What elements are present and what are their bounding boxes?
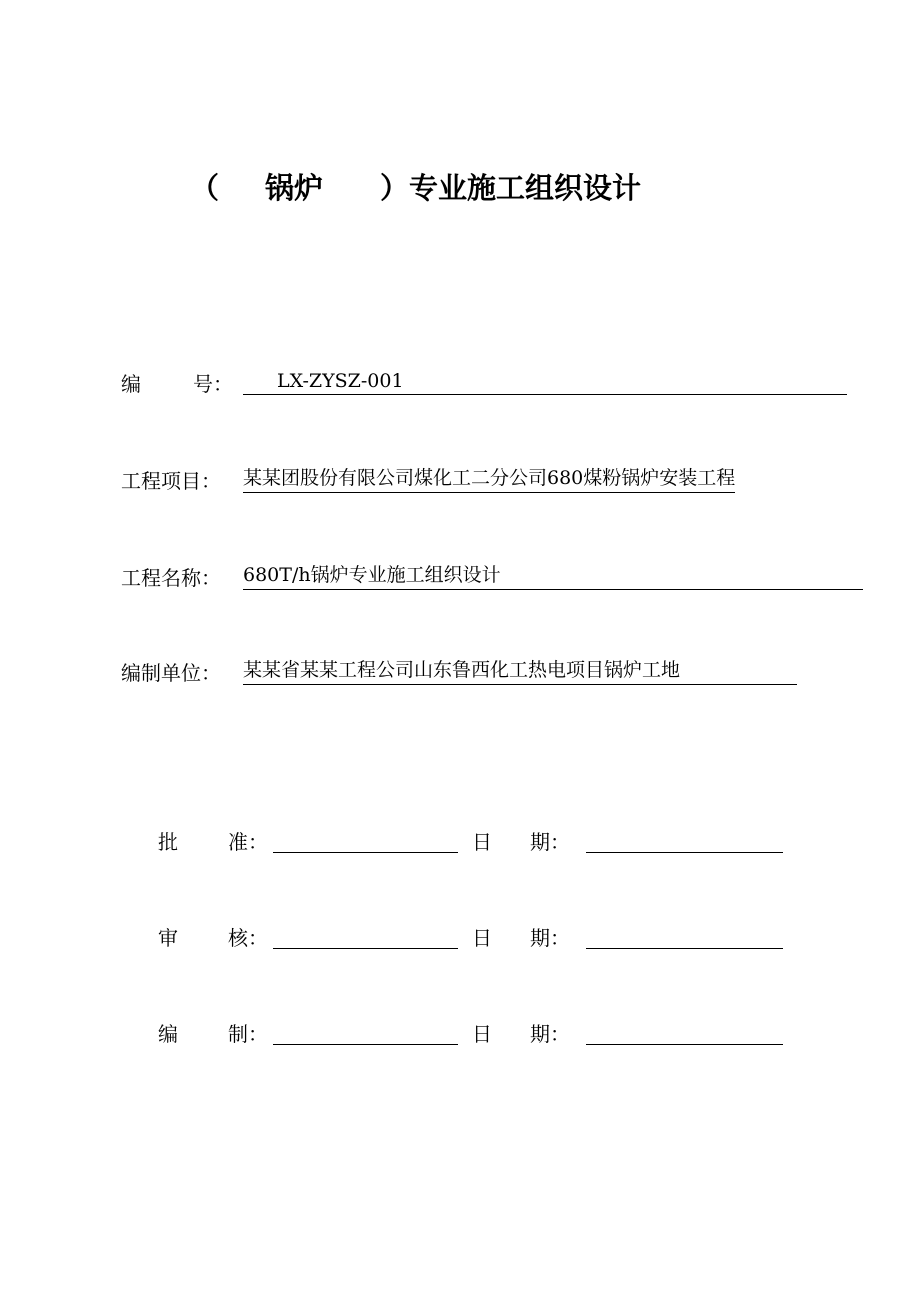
approve-signature-line[interactable] (273, 852, 458, 853)
approve-date-a: 日 (472, 830, 492, 854)
compile-label-b: 制： (228, 1022, 268, 1046)
review-label-a: 审 (158, 926, 178, 950)
title-open-paren: （ (190, 171, 220, 205)
project-value: 某某团股份有限公司煤化工二分公司680煤粉锅炉安装工程 (243, 465, 735, 493)
title-rest: ）专业施工组织设计 (380, 171, 642, 205)
compile-signature-line[interactable] (273, 1044, 458, 1045)
approve-label-b: 准： (228, 830, 268, 854)
compile-date-line[interactable] (586, 1044, 783, 1045)
review-signature-line[interactable] (273, 948, 458, 949)
approve-label-a: 批 (158, 830, 178, 854)
review-date-b: 期： (530, 926, 570, 950)
compile-date-a: 日 (472, 1022, 492, 1046)
unit-label: 编制单位： (121, 661, 221, 685)
title-subject: 锅炉 (265, 171, 324, 205)
approve-date-line[interactable] (586, 852, 783, 853)
project-label: 工程项目： (121, 469, 221, 493)
name-value: 680T/h锅炉专业施工组织设计 (243, 562, 863, 590)
number-value: LX-ZYSZ-001 (243, 368, 847, 395)
name-label: 工程名称： (121, 566, 221, 590)
number-label-b: 号： (193, 372, 233, 396)
review-date-line[interactable] (586, 948, 783, 949)
number-label-a: 编 (121, 372, 141, 396)
review-date-a: 日 (472, 926, 492, 950)
review-label-b: 核： (228, 926, 268, 950)
compile-label-a: 编 (158, 1022, 178, 1046)
compile-date-b: 期： (530, 1022, 570, 1046)
approve-date-b: 期： (530, 830, 570, 854)
unit-value: 某某省某某工程公司山东鲁西化工热电项目锅炉工地 (243, 657, 797, 685)
